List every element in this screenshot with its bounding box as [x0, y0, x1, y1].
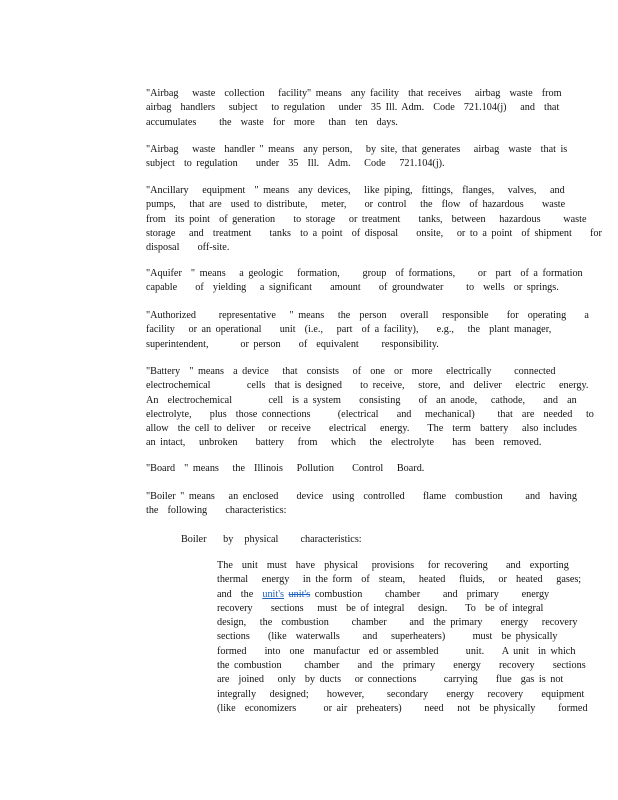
- text-line: "Board " means the Illinois Pollution Control Board.: [146, 463, 425, 474]
- text-line: electrolyte, plus those connections (electrical and mechanical) that are needed to: [146, 408, 594, 420]
- definition-board: [146, 462, 552, 476]
- definition-authorized-representative: [146, 309, 589, 352]
- definition-airbag-waste-handler: [146, 143, 568, 172]
- definition-boiler: [146, 490, 577, 519]
- inserted-text[interactable]: unit's: [262, 588, 284, 600]
- text-line: "Airbag waste handler " means any person, by site, that generates airbag waste that is: [146, 144, 568, 155]
- text-line: allow the cell to deliver or receive electrical energy. The term battery also includes: [146, 423, 577, 435]
- definition-battery: [146, 365, 594, 451]
- text-line: "Ancillary equipment " means any devices, like piping, fittings, flanges, valves, and: [146, 185, 565, 196]
- text-run: and the: [217, 588, 263, 600]
- text-line: an intact, unbroken battery from which the electrolyte has been removed.: [146, 437, 542, 449]
- text-line: the following characteristics:: [146, 505, 287, 517]
- text-line: formed into one manufactur ed or assembled unit. A unit in which: [217, 645, 576, 657]
- text-line: electrochemical cells that is designed to receive, store, and deliver electric energy.: [146, 380, 589, 392]
- text-line: sections (like waterwalls and superheaters) must be physically: [217, 631, 558, 643]
- text-line: capable of yielding a significant amount of groundwater to wells or springs.: [146, 282, 559, 294]
- text-line: The unit must have physical provisions for recovering and exporting: [217, 560, 569, 571]
- definition-ancillary-equipment: [146, 184, 602, 255]
- text-line: (like economizers or air preheaters) need not be physically formed: [217, 702, 588, 714]
- text-line: airbag handlers subject to regulation under 35 Ill. Adm. Code 721.104(j) and that: [146, 102, 560, 114]
- definition-aquifer: [146, 267, 583, 296]
- text-line: recovery sections must be of integral design. To be of integral: [217, 602, 544, 614]
- text-line: design, the combustion chamber and the primary energy recovery: [217, 617, 578, 629]
- text-line: "Aquifer " means a geologic formation, group of formations, or part of a formation: [146, 268, 583, 279]
- text-line: "Boiler " means an enclosed device using controlled flame combustion and having: [146, 491, 577, 502]
- text-line: An electrochemical cell is a system consisting of an anode, cathode, and an: [146, 394, 577, 406]
- text-line: the combustion chamber and the primary energy recovery sections: [217, 660, 586, 672]
- text-line: superintendent, or person of equivalent responsibility.: [146, 338, 439, 350]
- boiler-physical-characteristics-heading: Boiler by physical characteristics:: [181, 534, 362, 545]
- text-line: subject to regulation under 35 Ill. Adm. Code 721.104(j).: [146, 158, 445, 170]
- text-line: storage and treatment tanks to a point of disposal onsite, or to a point of shipment for: [146, 227, 602, 239]
- text-line: from its point of generation to storage or treatment tanks, between hazardous waste: [146, 213, 587, 225]
- text-line-with-revision: [217, 588, 550, 602]
- boiler-physical-characteristics-body: [217, 559, 588, 716]
- text-line: facility or an operational unit (i.e., part of a facility), e.g., the plant manager,: [146, 324, 552, 336]
- text-line: are joined only by ducts or connections carrying flue gas is not: [217, 674, 564, 686]
- text-line: "Authorized representative " means the person overall responsible for operating a: [146, 310, 589, 321]
- text-line: accumulates the waste for more than ten days.: [146, 116, 398, 128]
- definition-airbag-waste-collection-facility: [146, 87, 562, 130]
- text-line: disposal off-site.: [146, 242, 230, 254]
- text-line: pumps, that are used to distribute, meter, or control the flow of hazardous waste: [146, 199, 566, 211]
- text-line: "Battery " means a device that consists of one or more electrically connected: [146, 366, 556, 377]
- text-line: "Airbag waste collection facility" means any facility that receives airbag waste from: [146, 88, 562, 99]
- text-line: thermal energy in the form of steam, heated fluids, or heated gases;: [217, 574, 582, 586]
- text-run: combustion chamber and primary energy: [310, 588, 550, 600]
- deleted-text[interactable]: unit's: [288, 588, 311, 600]
- text-line: integrally designed; however, secondary energy recovery equipment: [217, 688, 585, 700]
